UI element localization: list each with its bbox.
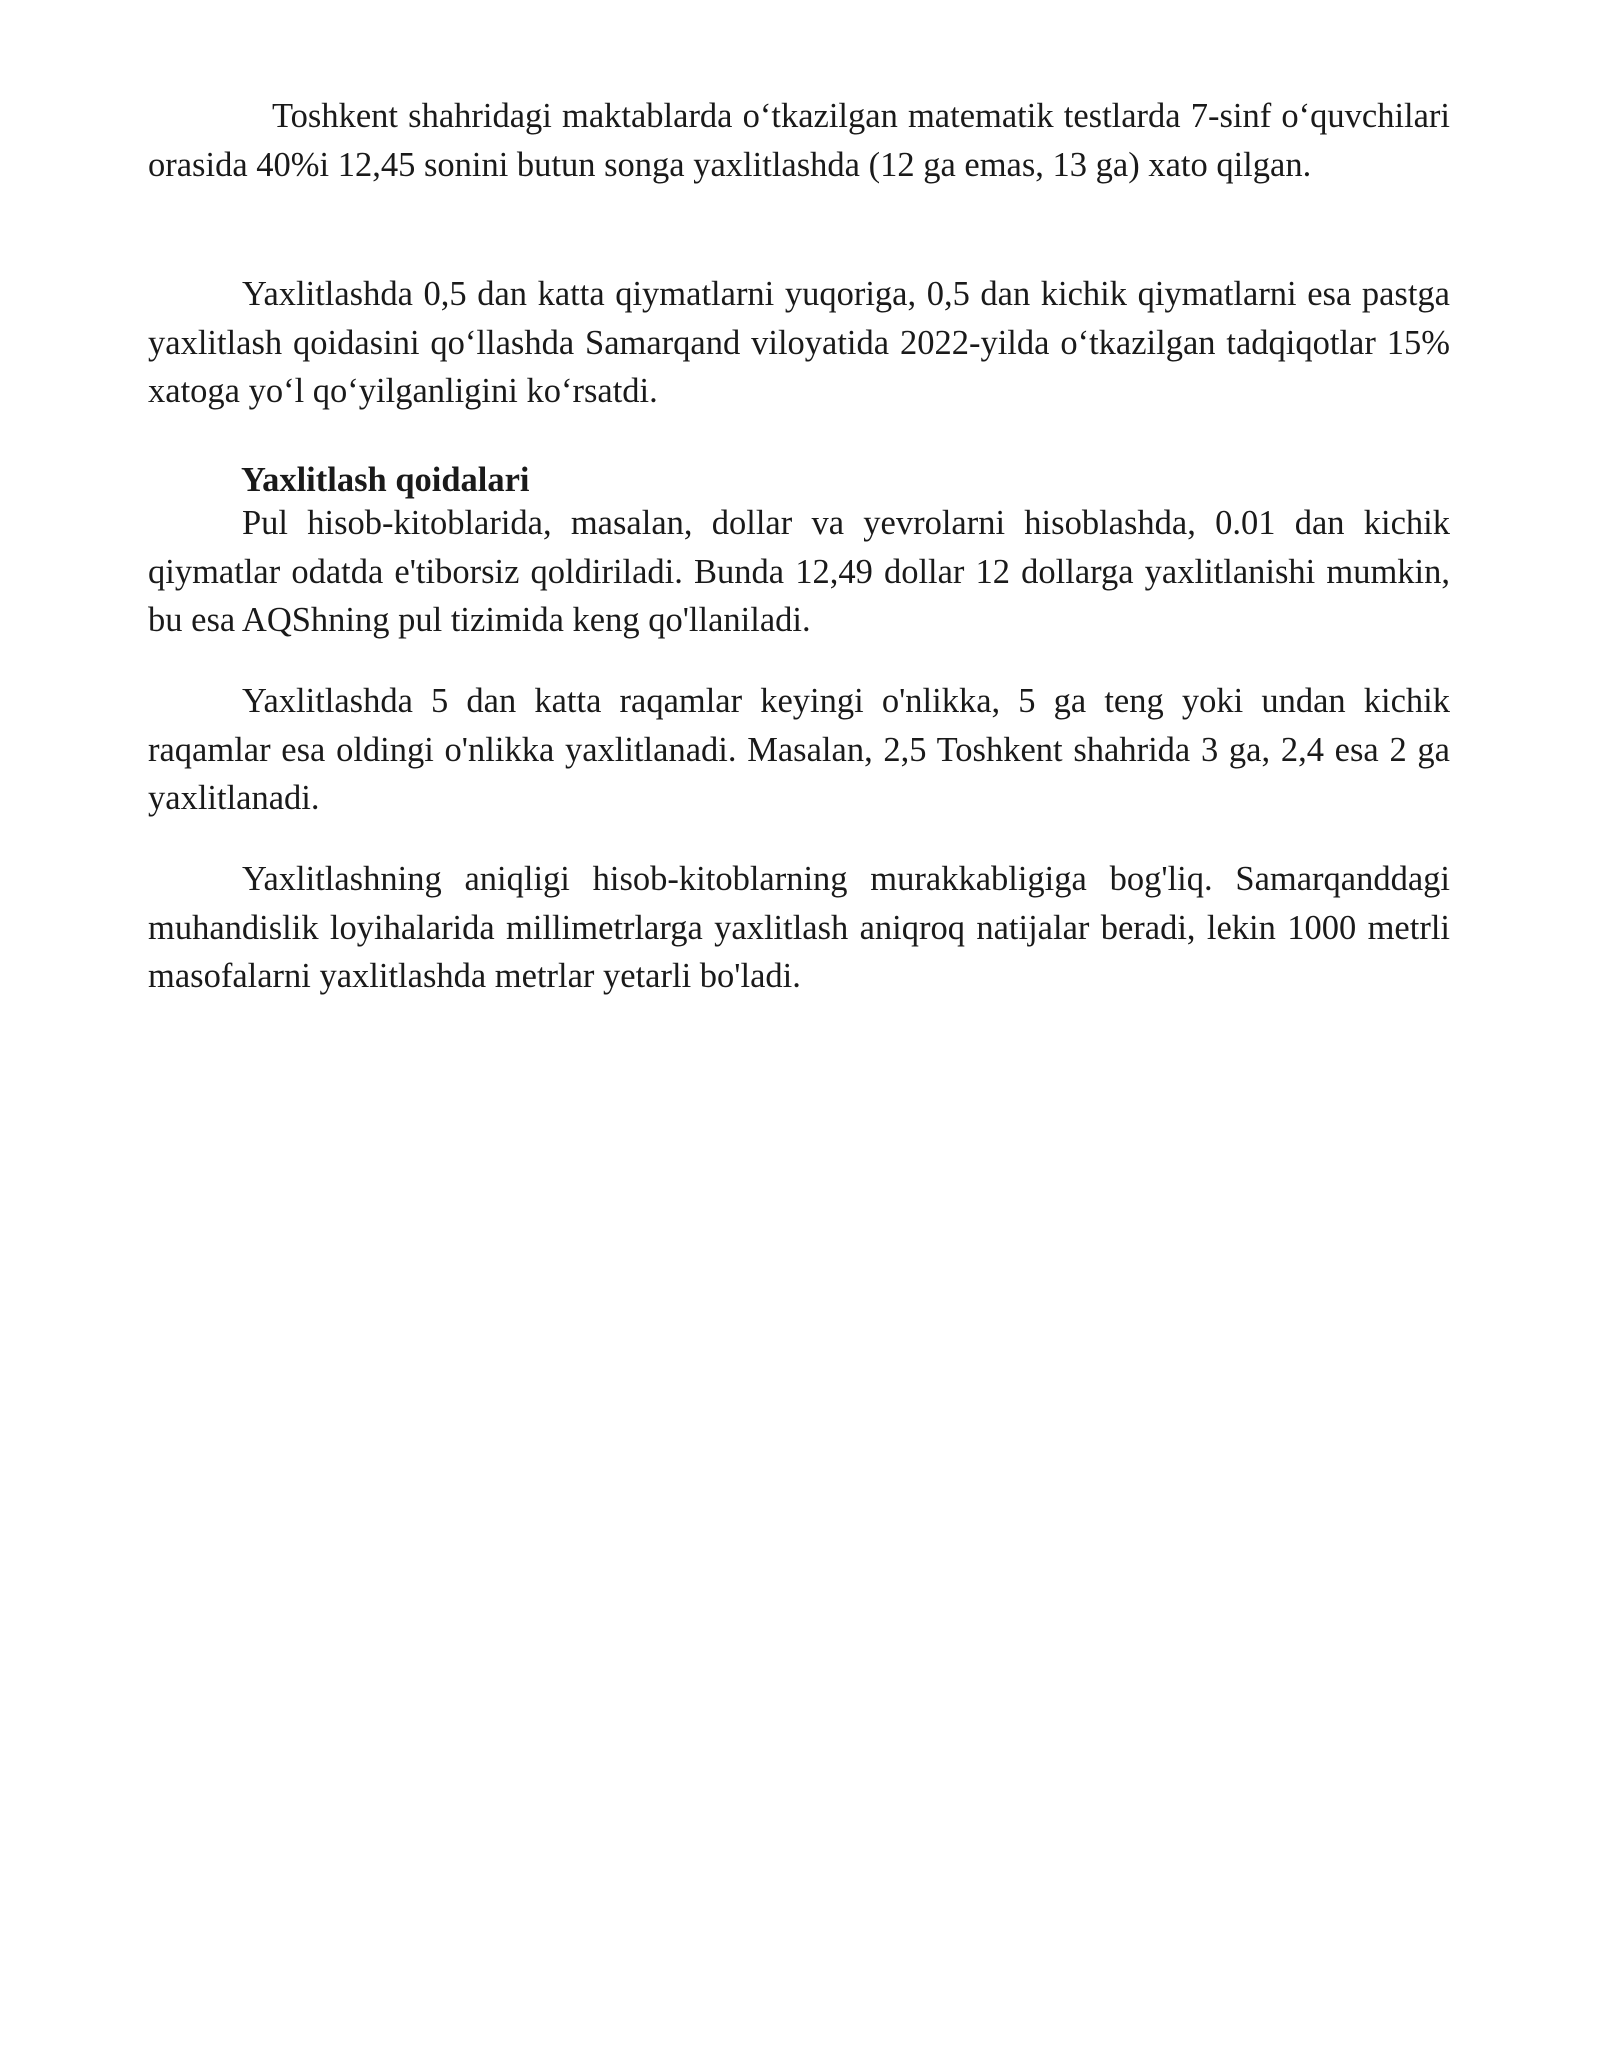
paragraph-3: Pul hisob-kitoblarida, masalan, dollar va yevrolarni hisoblashda, 0.01 dan kichik qiymatlar odatda e'tiborsiz qoldiriladi. Bunda 12,49 dollar 12 dollarga yaxlitlanishi mumkin, bu esa AQShning pul tizimida keng qo'llaniladi. [148,504,1450,639]
section-heading: Yaxlitlash qoidalari [241,461,530,499]
paragraph-4: Yaxlitlashda 5 dan katta raqamlar keyingi o'nlikka, 5 ga teng yoki undan kichik raqamlar esa oldingi o'nlikka yaxlitlanadi. Masalan, 2,5 Toshkent shahrida 3 ga, 2,4 esa 2 ga yaxlitlanadi. [148,682,1450,817]
paragraph-1: Toshkent shahridagi maktablarda o‘tkazilgan matematik testlarda 7-sinf o‘quvchilari orasida 40%i 12,45 sonini butun songa yaxlitlashda (12 ga emas, 13 ga) xato qilgan. [148,97,1450,184]
paragraph-5: Yaxlitlashning aniqligi hisob-kitoblarning murakkabligiga bog'liq. Samarqanddagi muhandislik loyihalarida millimetrlarga yaxlitlash aniqroq natijalar beradi, lekin 1000 metrli masofalarni yaxlitlashda metrlar yetarli bo'ladi. [148,860,1450,995]
paragraph-2: Yaxlitlashda 0,5 dan katta qiymatlarni yuqoriga, 0,5 dan kichik qiymatlarni esa pastga yaxlitlash qoidasini qo‘llashda Samarqand viloyatida 2022-yilda o‘tkazilgan tadqiqotlar 15% xatoga yo‘l qo‘yilganligini ko‘rsatdi. [148,275,1450,410]
